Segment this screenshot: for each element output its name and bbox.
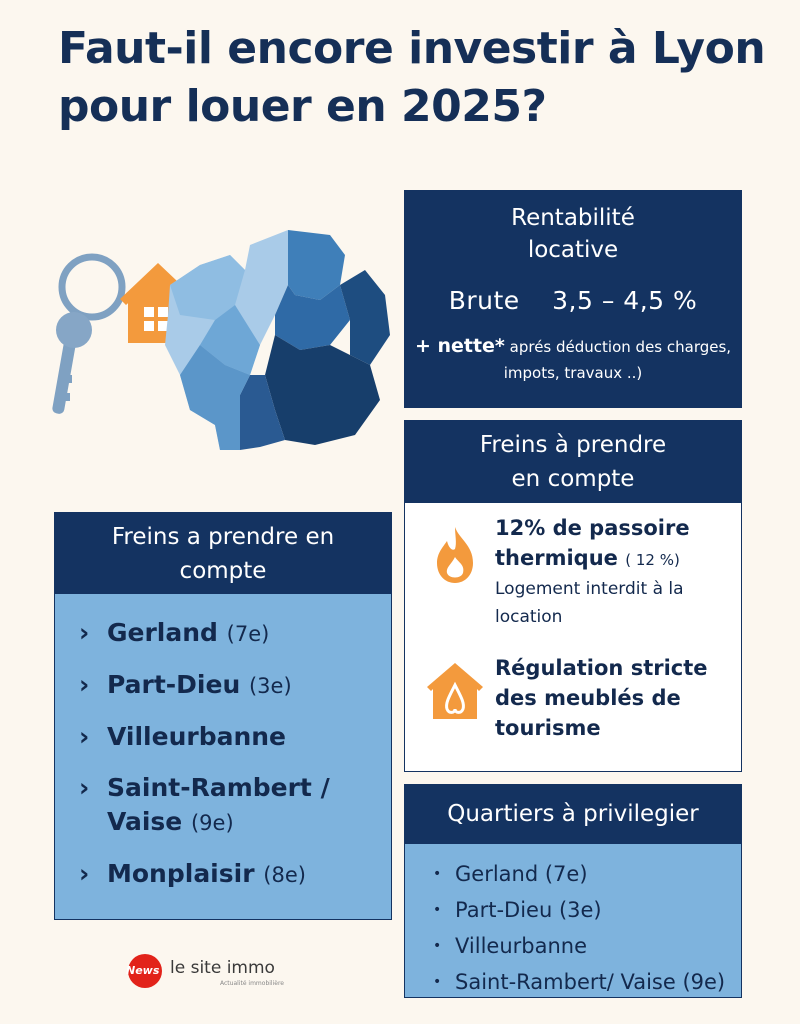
rentabilite-heading-line1: Rentabilité <box>511 205 635 231</box>
quartiers-heading: Quartiers à privilegier <box>404 784 742 844</box>
district-name: Part-Dieu <box>107 670 241 699</box>
nette-label: + nette* <box>414 335 505 357</box>
freins-left-list <box>55 594 391 892</box>
chevron-right-icon: › <box>79 722 90 751</box>
freins-left-heading-line2: compte <box>179 558 267 584</box>
list-item: • Part-Dieu (3e) <box>433 892 741 928</box>
freins-right-heading-line1: Freins à prendre <box>479 432 667 458</box>
brute-label: Brute <box>448 286 520 315</box>
list-item: • Saint-Rambert/ Vaise (9e) <box>433 964 741 1000</box>
list-item <box>79 616 391 651</box>
freins-left-heading-line1: Freins a prendre en <box>111 524 335 550</box>
brute-row <box>404 286 742 315</box>
chevron-right-icon: › <box>79 670 90 699</box>
district-arr: (9e) <box>190 811 234 835</box>
chevron-right-icon: › <box>79 773 90 802</box>
nette-text: aprés déduction des charges, impots, travaux ..) <box>503 338 732 382</box>
freins-left-heading <box>54 512 392 594</box>
chevron-right-icon: › <box>79 618 90 647</box>
freins-item-passoire <box>423 513 733 653</box>
list-item: • Villeurbanne <box>433 928 741 964</box>
page-title: Faut-il encore investir à Lyon pour louer en 2025? <box>58 23 766 132</box>
freins-item-regulation <box>423 653 733 763</box>
district-name: Villeurbanne <box>107 722 287 751</box>
list-item <box>79 857 391 892</box>
district-arr: (8e) <box>263 863 306 887</box>
district-name: Monplaisir <box>107 859 255 888</box>
quartiers-list <box>405 844 741 1000</box>
news-badge-icon <box>128 954 162 988</box>
freins-right-heading-line2: en compte <box>511 466 635 492</box>
passoire-subtitle: Logement interdit à la location <box>495 579 684 627</box>
list-item <box>79 720 391 754</box>
news-badge-text: News <box>126 964 160 977</box>
rentabilite-heading-line2: locative <box>527 237 619 263</box>
quartiers-panel <box>404 844 742 998</box>
logo-tagline: Actualité immobilière <box>220 980 284 987</box>
lyon-districts-map <box>165 230 390 450</box>
freins-item-passoire-text <box>495 513 733 631</box>
flame-icon <box>423 523 487 587</box>
list-item <box>79 771 391 840</box>
district-name: Saint-Rambert / Vaise <box>107 773 330 836</box>
chevron-right-icon: › <box>79 859 90 888</box>
district-name: Gerland <box>107 618 218 647</box>
freins-left-panel <box>54 594 392 920</box>
passoire-title: 12% de passoire thermique <box>495 516 690 570</box>
nette-row <box>404 333 742 386</box>
list-item: • Gerland (7e) <box>433 856 741 892</box>
rentabilite-panel <box>404 190 742 408</box>
list-item <box>79 668 391 703</box>
freins-right-heading <box>404 420 742 502</box>
rentabilite-heading <box>404 202 742 266</box>
regulation-title: Régulation stricte des meublés de tourisme <box>495 656 708 740</box>
logo-brand: le site immo <box>170 958 275 978</box>
lyon-map-key-illustration <box>50 225 395 455</box>
district-arr: (3e) <box>248 674 292 698</box>
lesiteimmo-logo <box>122 950 292 990</box>
brute-value: 3,5 – 4,5 % <box>552 286 698 315</box>
district-arr: (7e) <box>226 622 270 646</box>
airbnb-house-icon <box>423 659 487 723</box>
key-icon <box>52 257 122 415</box>
passoire-note: ( 12 %) <box>625 551 680 569</box>
freins-right-panel <box>404 502 742 772</box>
